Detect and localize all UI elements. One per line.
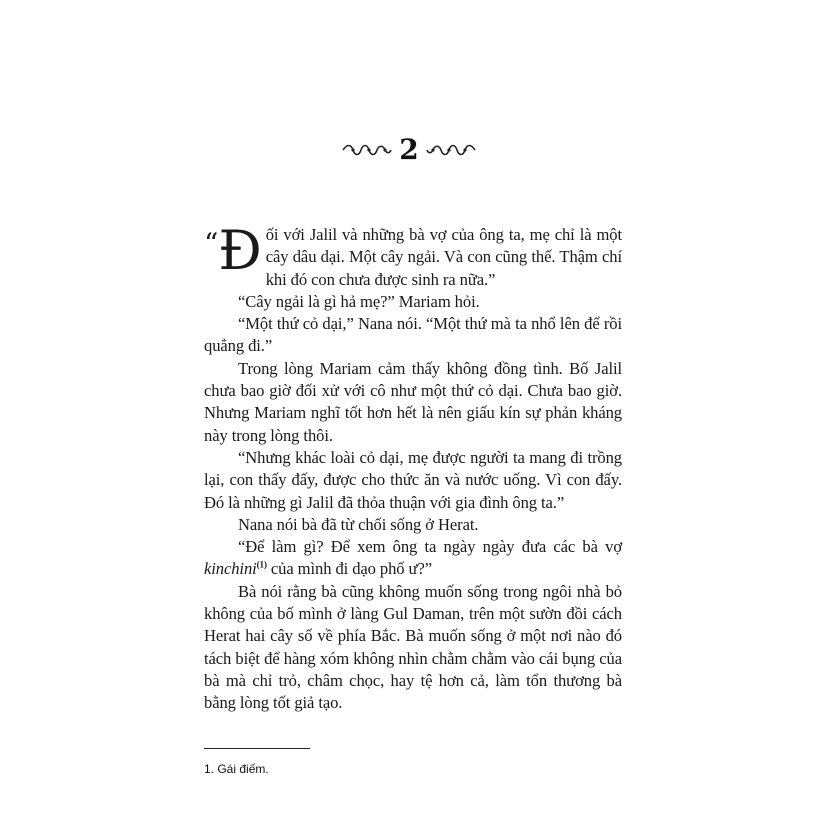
- chapter-heading: [0, 132, 818, 168]
- footnote: 1. Gái điếm.: [204, 762, 269, 776]
- paragraph-text: “Để làm gì? Để xem ông ta ngày ngày đưa các bà vợ: [238, 537, 622, 557]
- italic-term: kinchini: [204, 559, 257, 579]
- opening-paragraph: [204, 219, 622, 291]
- drop-cap-quote: “: [204, 227, 219, 260]
- opening-paragraph-text: ối với Jalil và những bà vợ của ông ta, mẹ chỉ là một cây dâu dại. Một cây ngải. Và con cũng thế. Thậm chí khi đó con chưa được sinh ra nữa.”: [265, 225, 622, 289]
- paragraph: “Nhưng khác loài cỏ dại, mẹ được người ta mang đi trồng lại, con thấy đấy, được cho thức ăn và nước uống. Vì con đấy. Đó là những gì Jalil đã thỏa thuận với gia đình ông ta.”: [204, 447, 622, 512]
- body-text: [204, 219, 622, 715]
- right-flourish-ornament: [425, 142, 477, 158]
- paragraph: Nana nói bà đã từ chối sống ở Herat.: [238, 514, 479, 534]
- left-flourish-ornament: [341, 142, 393, 158]
- drop-cap-letter: Đ: [218, 219, 262, 282]
- footnote-divider: [204, 748, 310, 749]
- footnote-reference: (1): [256, 559, 267, 570]
- paragraph: “Cây ngải là gì hả mẹ?” Mariam hỏi.: [238, 291, 480, 311]
- chapter-number: 2: [399, 133, 419, 166]
- paragraph: Bà nói rằng bà cũng không muốn sống trong ngôi nhà bỏ không của bố mình ở làng Gul Daman, trên một sườn đồi cách Herat hai cây số về phía Bắc. Bà muốn sống ở một nơi nào đó tách biệt để hàng xóm không nhìn chằm chằm vào cái bụng của bà mà chỉ trỏ, châm chọc, hay tệ hơn cả, làm tổn thương bà bằng lòng tốt giả tạo.: [204, 581, 622, 713]
- drop-cap: [204, 219, 262, 282]
- paragraph-herat: [204, 536, 622, 581]
- paragraph: “Một thứ cỏ dại,” Nana nói. “Một thứ mà ta nhổ lên để rồi quẳng đi.”: [204, 314, 622, 356]
- paragraph-text: của mình đi dạo phố ư?”: [266, 559, 432, 579]
- paragraph: Trong lòng Mariam cảm thấy không đồng tình. Bố Jalil chưa bao giờ đối xử với cô như một thứ cỏ dại. Chưa bao giờ. Nhưng Mariam nghĩ tốt hơn hết là nên giấu kín sự phản kháng này trong lòng thôi.: [204, 358, 622, 445]
